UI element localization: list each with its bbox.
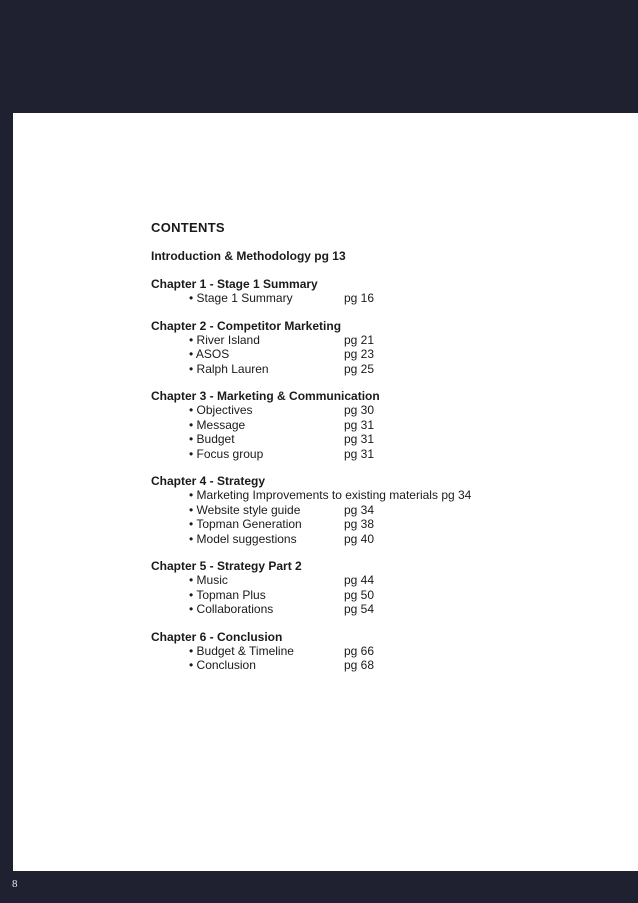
toc-item-label: • Message [189,417,246,432]
toc-item-label: • Conclusion [189,658,256,672]
chapter-title: Chapter 4 - Strategy [151,474,266,488]
toc-item-page: pg 40 [344,531,375,546]
toc-item-page: pg 31 [344,432,375,446]
toc-item [151,658,591,673]
intro-entry: Introduction & Methodology pg 13 [151,249,346,263]
toc-item [151,432,591,447]
chapter-title: Chapter 1 - Stage 1 Summary [151,277,318,291]
chapter-6 [151,630,591,673]
toc-item [151,347,591,362]
toc-item-label: • River Island [189,332,260,347]
toc-item-label: • Objectives [189,403,253,417]
toc-item-page: pg 50 [344,587,375,602]
chapter-2 [151,319,591,377]
toc-item-label: • Ralph Lauren [189,361,269,376]
chapter-title: Chapter 3 - Marketing & Communication [151,389,380,403]
toc-item-label: • Website style guide [189,502,301,517]
toc-item-page: pg 21 [344,332,375,347]
toc-item-label: • Topman Generation [189,517,302,531]
toc-item-page: pg 38 [344,517,375,531]
toc-item-page: pg 68 [344,658,375,672]
chapter-title: Chapter 2 - Competitor Marketing [151,318,342,333]
toc-item-label: • Music [189,573,228,587]
table-of-contents [151,220,591,686]
toc-item [151,488,591,503]
toc-item [151,362,591,377]
toc-item-label: • Collaborations [189,602,274,616]
toc-item-page: pg 30 [344,403,375,417]
toc-item [151,418,591,433]
chapter-5 [151,559,591,617]
chapter-4 [151,474,591,546]
page-number: 8 [12,878,18,890]
toc-item-page: pg 23 [344,347,375,361]
toc-item-page: pg 31 [344,446,375,461]
chapter-3 [151,389,591,461]
toc-item [151,291,591,306]
toc-item-label: • Marketing Improvements to existing materials [189,488,438,502]
toc-item-page: pg 44 [344,573,375,587]
contents-heading: CONTENTS [151,220,225,235]
toc-item [151,532,591,547]
toc-item [151,644,591,659]
toc-item-page: pg 31 [344,417,375,432]
toc-item-label: • Budget & Timeline [189,643,294,658]
toc-item [151,403,591,418]
bottom-dark-band [0,871,638,903]
toc-item [151,602,591,617]
chapter-title: Chapter 6 - Conclusion [151,629,283,644]
chapter-1 [151,277,591,306]
toc-item-label: • Stage 1 Summary [189,291,293,305]
top-dark-band [0,0,638,113]
toc-item-label: • Focus group [189,446,264,461]
toc-item-label: • Budget [189,432,235,446]
toc-item-page: pg 66 [344,643,375,658]
toc-item [151,588,591,603]
toc-item [151,573,591,588]
chapter-title: Chapter 5 - Strategy Part 2 [151,559,302,573]
toc-item-label: • Model suggestions [189,531,297,546]
toc-item-label: • Topman Plus [189,587,266,602]
toc-item [151,517,591,532]
toc-item-page: pg 34 [344,502,375,517]
toc-item-page: pg 16 [344,291,375,305]
toc-item [151,333,591,348]
toc-item [151,503,591,518]
toc-item [151,447,591,462]
toc-item-page: pg 25 [344,361,375,376]
toc-item-page: pg 34 [441,488,472,502]
toc-item-page: pg 54 [344,602,375,616]
toc-item-label: • ASOS [189,347,230,361]
